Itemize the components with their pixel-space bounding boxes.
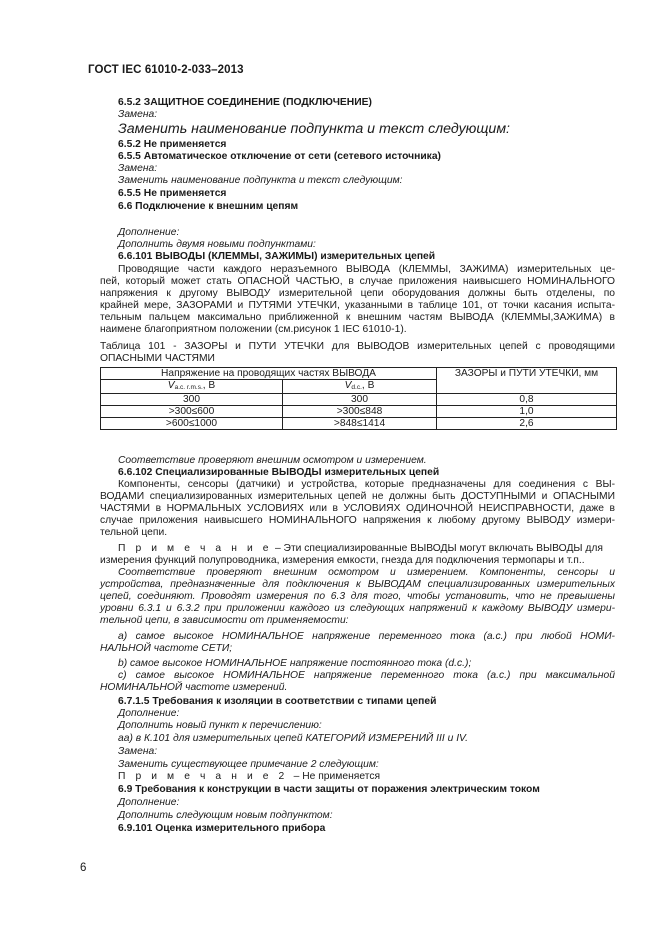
- clearance-table: [100, 367, 617, 430]
- list-item-b: b) самое высокое НОМИНАЛЬНОЕ напряжение постоянного тока (d.c.);: [118, 658, 472, 669]
- section-6-5-2-not-applicable: 6.5.2 Не применяется: [118, 139, 227, 150]
- table-caption: Таблица 101 - ЗАЗОРЫ и ПУТИ УТЕЧКИ для ВЫВОДОВ измерительных цепей с проводящими ОПАСНЫМИ ЧАСТЯМИ: [100, 341, 615, 365]
- section-6-6-101-heading: 6.6.101 ВЫВОДЫ (КЛЕММЫ, ЗАЖИМЫ) измерительных цепей: [118, 251, 436, 262]
- section-6-6-102-heading: 6.6.102 Специализированные ВЫВОДЫ измерительных цепей: [118, 467, 440, 478]
- subheader-ac: $V_{a.c. r.m.s.}$, В: [101, 380, 283, 394]
- addition-label: Дополнение:: [118, 797, 180, 808]
- replacement-label: Замена:: [118, 163, 158, 174]
- cell-gap: 1,0: [437, 406, 617, 418]
- replacement-label: Замена:: [118, 109, 158, 120]
- cell-gap: 2,6: [437, 418, 617, 430]
- list-item-aa: аа) в К.101 для измерительных цепей КАТЕГОРИЙ ИЗМЕРЕНИЙ III и IV.: [118, 733, 469, 744]
- document-header: ГОСТ IEC 61010-2-033–2013: [88, 64, 244, 76]
- cell-ac: 300: [101, 394, 283, 406]
- cell-gap: 0,8: [437, 394, 617, 406]
- section-6-9-101-heading: 6.9.101 Оценка измерительного прибора: [118, 823, 326, 834]
- section-6-7-1-5-heading: 6.7.1.5 Требования к изоляции в соответствии с типами цепей: [118, 696, 437, 707]
- addition-instruction: Дополнить новый пункт к перечислению:: [118, 720, 322, 731]
- replacement-label: Замена:: [118, 746, 158, 757]
- table-row: [101, 394, 617, 406]
- addition-instruction: Дополнить следующим новым подпунктом:: [118, 810, 333, 821]
- addition-label: Дополнение:: [118, 708, 180, 719]
- replacement-instruction: Заменить наименование подпункта и текст следующим:: [118, 175, 403, 186]
- paragraph-specialized-terminals: Компоненты, сенсоры (датчики) и устройства, которые предназначены для соединения с ВЫ- ВОДАМИ специализированных измерительных цепей не должны быть ДОСТУПНЫМИ и ОПАСНЫМИ ЧАСТЯМИ в НОРМАЛЬНЫХ УСЛОВИЯХ или в УСЛОВИЯХ ОДИНОЧНОЙ НЕИСПРАВНОСТИ, даже в случае приложения наивысшего НОМИНАЛЬНОГО напряжения к любому другому ВЫВОДУ измери- тельной цепи.: [100, 479, 615, 539]
- section-6-5-5-not-applicable: 6.5.5 Не применяется: [118, 188, 227, 199]
- note-1-line-2: измерения функций полупроводника, измерения емкости, гнезда для подключения термопары и т.п..: [100, 555, 585, 566]
- paragraph-terminals: Проводящие части каждого неразъемного ВЫВОДА (КЛЕММЫ, ЗАЖИМА) измерительных це- пей, который может стать ОПАСНОЙ ЧАСТЬЮ, в случае приложения наивысшего НОМИНАЛЬНОГО напряжения к другому ВЫВОДУ измерительной цепи оборудования должны быть отделены, по крайней мере, ЗАЗОРАМИ и ПУТЯМИ УТЕЧКИ, указанными в таблице 101, от точки касания испыта- тельным пальцем максимально приближенной к внешним частям ВЫВОДА (КЛЕММЫ,ЗАЖИМА) в наимене благоприятном положении (см.рисунок 1 IEC 61010-1).: [100, 264, 615, 336]
- page-number: 6: [80, 862, 87, 874]
- cell-dc: >848≤1414: [283, 418, 437, 430]
- cell-dc: 300: [283, 394, 437, 406]
- list-item-a: а) самое высокое НОМИНАЛЬНОЕ напряжение переменного тока (а.с.) при любой НОМИ- НАЛЬНОЙ частоте СЕТИ;: [100, 631, 615, 655]
- table-header-row: [101, 368, 617, 380]
- paragraph-compliance-specialized: Соответствие проверяют внешним осмотром и измерением. Компоненты, сенсоры и устройства, предназначенные для подключения к ВЫВОДАМ специализированных измерительных цепей, соединяют. Проводят измерения по 6.3 для того, чтобы установить, что не превышены уровни 6.3.1 и 6.3.2 при приложении каждого из следующих напряжений к каждому ВЫВОДУ измери- тельной цепи, в зависимости от применяемости:: [100, 567, 615, 627]
- cell-ac: >600≤1000: [101, 418, 283, 430]
- cell-ac: >300≤600: [101, 406, 283, 418]
- table-row: [101, 418, 617, 430]
- addition-instruction: Дополнить двумя новыми подпунктами:: [118, 239, 316, 250]
- subheader-dc: $V_{d.c.}$, В: [283, 380, 437, 394]
- header-gaps: ЗАЗОРЫ и ПУТИ УТЕЧКИ, мм: [437, 368, 617, 394]
- cell-dc: >300≤848: [283, 406, 437, 418]
- list-item-c: c) самое высокое НОМИНАЛЬНОЕ напряжение переменного тока (а.с.) при максимальной НОМИНАЛЬНОЙ частоте измерений.: [100, 670, 615, 694]
- table-row: [101, 406, 617, 418]
- section-6-5-5-heading: 6.5.5 Автоматическое отключение от сети (сетевого источника): [118, 151, 441, 162]
- section-6-5-2-heading: 6.5.2 ЗАЩИТНОЕ СОЕДИНЕНИЕ (ПОДКЛЮЧЕНИЕ): [118, 97, 372, 108]
- replacement-instruction: Заменить наименование подпункта и текст следующим:: [118, 121, 510, 137]
- section-6-9-heading: 6.9 Требования к конструкции в части защиты от поражения электрическим током: [118, 784, 540, 795]
- note-1-line-1: П р и м е ч а н и е – Эти специализированные ВЫВОДЫ могут включать ВЫВОДЫ для: [118, 543, 604, 554]
- header-voltage: Напряжение на проводящих частях ВЫВОДА: [101, 368, 437, 380]
- addition-label: Дополнение:: [118, 227, 180, 238]
- note-2: П р и м е ч а н и е 2 – Не применяется: [118, 771, 381, 782]
- replacement-instruction: Заменить существующее примечание 2 следующим:: [118, 759, 379, 770]
- compliance-check-6-6-101: Соответствие проверяют внешним осмотром и измерением.: [118, 455, 427, 466]
- section-6-6-heading: 6.6 Подключение к внешним цепям: [118, 201, 299, 212]
